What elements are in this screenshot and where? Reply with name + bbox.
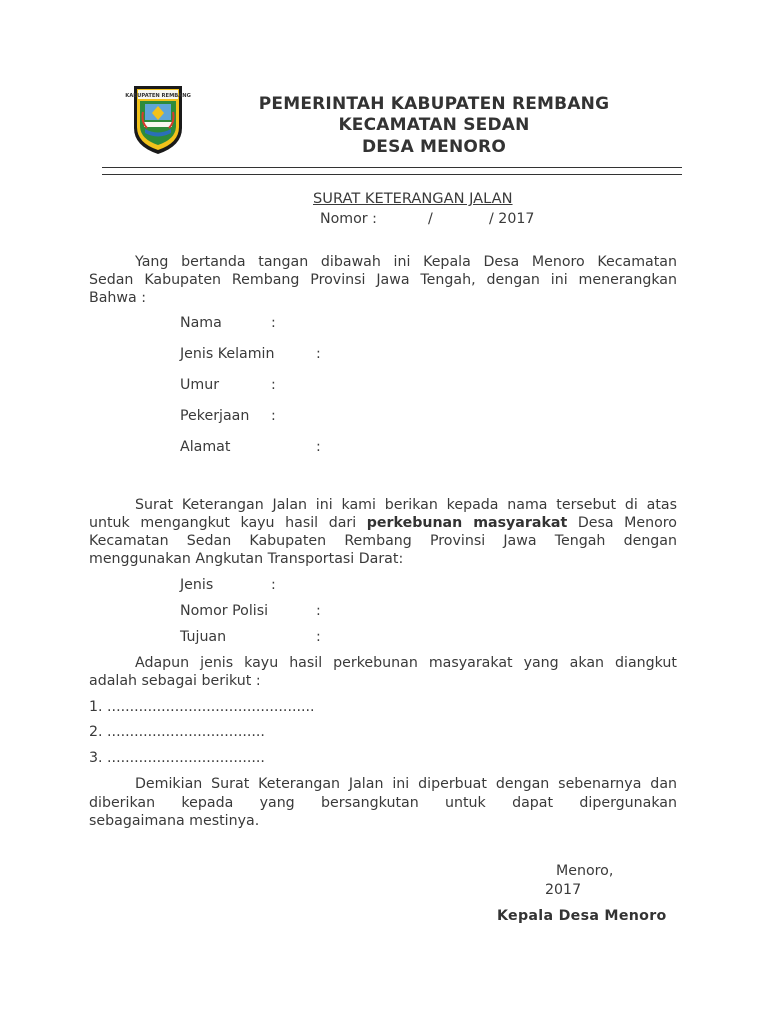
field-label-alamat: Alamat	[180, 439, 231, 455]
intro-line-2: Sedan Kabupaten Rembang Provinsi Jawa Tengah, dengan ini menerangkan	[89, 272, 677, 288]
header-rule-bottom	[102, 174, 682, 175]
intro-line-1: Yang bertanda tangan dibawah ini Kepala Desa Menoro Kecamatan	[135, 254, 677, 270]
wood-item-1: 1. ..............................................	[89, 699, 315, 715]
field-colon-alamat: :	[316, 439, 321, 455]
wood-line-1: Adapun jenis kayu hasil perkebunan masyarakat yang akan diangkut	[135, 655, 677, 671]
regency-crest-icon	[125, 82, 191, 156]
header-district: KECAMATAN SEDAN	[338, 115, 530, 135]
field-label-pekerjaan: Pekerjaan	[180, 408, 250, 424]
header-government: PEMERINTAH KABUPATEN REMBANG	[258, 94, 610, 114]
field-colon-pekerjaan: :	[271, 408, 276, 424]
field-colon-nomor-polisi: :	[316, 603, 321, 619]
field-label-tujuan: Tujuan	[180, 629, 227, 645]
crest-banner-text: KABUPATEN REMBANG	[125, 93, 191, 99]
field-label-nomor-polisi: Nomor Polisi	[180, 603, 269, 619]
field-label-nama: Nama	[180, 315, 222, 331]
nomor-year: / 2017	[489, 211, 535, 227]
nomor-separator: /	[428, 211, 433, 227]
purpose-emphasis: perkebunan masyarakat	[366, 515, 568, 531]
wood-item-3: 3. ...................................	[89, 750, 265, 766]
header-village: DESA MENORO	[362, 137, 506, 157]
signature-place: Menoro,	[556, 863, 614, 879]
field-colon-nama: :	[271, 315, 276, 331]
intro-line-3: Bahwa :	[89, 290, 147, 306]
purpose-line-3: Kecamatan Sedan Kabupaten Rembang Provinsi Jawa Tengah dengan	[89, 533, 677, 549]
closing-line-3: sebagaimana mestinya.	[89, 813, 260, 829]
field-colon-umur: :	[271, 377, 276, 393]
purpose-line-1: Surat Keterangan Jalan ini kami berikan kepada nama tersebut di atas	[135, 497, 677, 513]
letter-title: SURAT KETERANGAN JALAN	[313, 190, 513, 207]
field-colon-jenis-kelamin: :	[316, 346, 321, 362]
field-label-jenis: Jenis	[180, 577, 214, 593]
closing-line-1: Demikian Surat Keterangan Jalan ini diperbuat dengan sebenarnya dan	[135, 776, 677, 792]
field-label-umur: Umur	[180, 377, 220, 393]
closing-line-2: diberikan kepada yang bersangkutan untuk dapat dipergunakan	[89, 795, 677, 811]
wood-item-2: 2. ...................................	[89, 724, 265, 740]
signature-year: 2017	[545, 882, 582, 898]
header-rule-top	[102, 167, 682, 168]
wood-line-2: adalah sebagai berikut :	[89, 673, 261, 689]
signature-title: Kepala Desa Menoro	[497, 908, 667, 924]
purpose-line-2: untuk mengangkut kayu hasil dari perkebunan masyarakat Desa Menoro	[89, 515, 677, 531]
purpose-line-4: menggunakan Angkutan Transportasi Darat:	[89, 551, 404, 567]
field-colon-tujuan: :	[316, 629, 321, 645]
field-colon-jenis: :	[271, 577, 276, 593]
nomor-label: Nomor :	[320, 211, 377, 227]
field-label-jenis-kelamin: Jenis Kelamin	[180, 346, 275, 362]
